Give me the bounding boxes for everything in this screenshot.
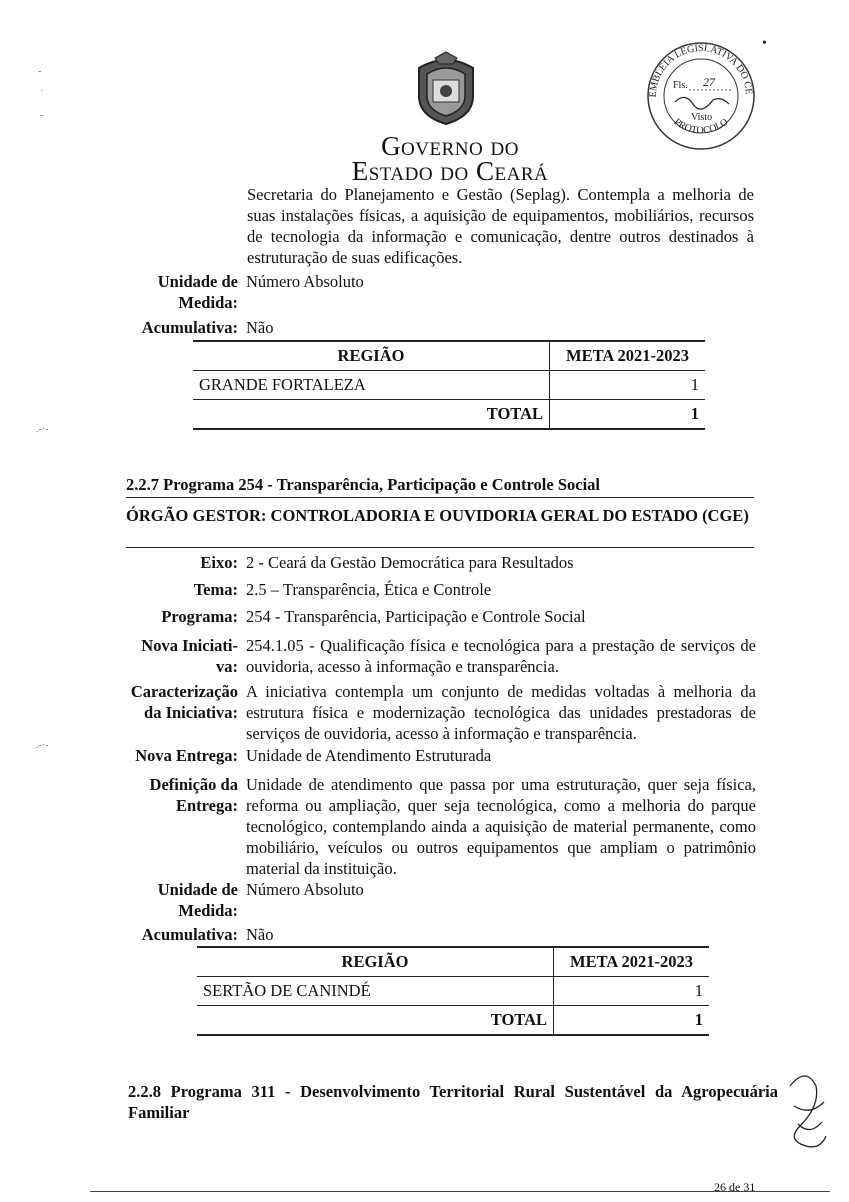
table-header-row bbox=[197, 947, 709, 977]
field-value-unidade-medida: Número Absoluto bbox=[246, 880, 364, 899]
field-value-definicao-entrega: Unidade de atendimento que passa por uma estruturação, quer seja física, reforma ou ampliação, quer seja tecnológica, como a melhoria do parque tecnológico, contemplando ainda a aquisição de material permanente, como mobiliário, veículos ou outros equipamentos que ampliam o patrimônio material da instituição. bbox=[246, 775, 756, 878]
cell-regiao: SERTÃO DE CANINDÉ bbox=[197, 977, 554, 1006]
cell-regiao: GRANDE FORTALEZA bbox=[193, 371, 550, 400]
field-value-eixo: 2 - Ceará da Gestão Democrática para Resultados bbox=[246, 553, 574, 572]
signature bbox=[776, 1066, 832, 1156]
col-header-regiao: REGIÃO bbox=[197, 947, 554, 977]
margin-mark: · bbox=[40, 86, 44, 97]
coat-of-arms-logo bbox=[413, 50, 479, 126]
field-label-unidade: Unidade de Medida: bbox=[157, 272, 238, 312]
field-value-acumulativa-2: Não bbox=[246, 925, 274, 944]
section-title-228: 2.2.8 Programa 311 - Desenvolvimento Territorial Rural Sustentável da Agropecuária Familiar bbox=[128, 1082, 778, 1122]
field-label-programa: Programa: bbox=[161, 607, 238, 626]
cell-total-value: 1 bbox=[554, 1006, 710, 1036]
government-title-line2: Estado do Ceará bbox=[351, 156, 549, 186]
cell-total-label: TOTAL bbox=[193, 400, 550, 430]
margin-mark: .-·- bbox=[36, 740, 49, 751]
stamp-protocolo-text: PROTOCOLO bbox=[671, 116, 731, 137]
field-value-unidade: Número Absoluto bbox=[246, 272, 364, 291]
cell-meta: 1 bbox=[554, 977, 710, 1006]
section-title-227: 2.2.7 Programa 254 - Transparência, Participação e Controle Social bbox=[126, 475, 601, 494]
divider bbox=[126, 547, 754, 548]
margin-mark: - bbox=[40, 110, 44, 121]
field-label-acumulativa: Acumulativa: bbox=[141, 318, 238, 337]
stamp-fls-value: 27 bbox=[703, 75, 715, 89]
cell-total-label: TOTAL bbox=[197, 1006, 554, 1036]
page-number: 26 de 31 bbox=[714, 1180, 756, 1194]
orgao-gestor-heading: ÓRGÃO GESTOR: CONTROLADORIA E OUVIDORIA GERAL DO ESTADO (CGE) bbox=[126, 506, 749, 525]
field-value-nova-entrega: Unidade de Atendimento Estruturada bbox=[246, 746, 492, 765]
field-value-acumulativa: Não bbox=[246, 318, 274, 337]
intro-paragraph: Secretaria do Planejamento e Gestão (Seplag). Contempla a melhoria de suas instalações físicas, a aquisição de equipamentos, mobiliários, recursos de tecnologia da informação e comunicação, dentre outros destinados à estruturação de suas edificações. bbox=[247, 185, 754, 267]
field-label-definicao-entrega: Definição da Entrega: bbox=[149, 775, 238, 815]
cell-total-value: 1 bbox=[550, 400, 706, 430]
field-label-unidade-medida: Unidade de Medida: bbox=[157, 880, 238, 920]
meta-table-2 bbox=[197, 946, 709, 1036]
field-value-programa: 254 - Transparência, Participação e Controle Social bbox=[246, 607, 586, 626]
field-label-acumulativa-2: Acumulativa: bbox=[141, 925, 238, 944]
field-value-tema: 2.5 – Transparência, Ética e Controle bbox=[246, 580, 492, 599]
margin-mark: - bbox=[38, 66, 42, 77]
stamp-visto-label: Visto bbox=[691, 112, 713, 123]
field-label-tema: Tema: bbox=[193, 580, 238, 599]
table-total-row bbox=[193, 400, 705, 430]
stamp-fls-label: Fls. bbox=[673, 80, 688, 91]
table-row bbox=[193, 371, 705, 400]
stamp-ring-text: EMBLÉIA LEGISLATIVA DO CE bbox=[647, 42, 755, 98]
margin-mark: .-·- bbox=[36, 424, 49, 435]
government-title-line1: Governo do bbox=[381, 131, 519, 161]
margin-mark: • bbox=[762, 36, 767, 51]
table-header-row bbox=[193, 341, 705, 371]
field-label-caracterizacao: Caracterização da Iniciativa: bbox=[130, 682, 238, 722]
field-value-nova-iniciativa: 254.1.05 - Qualificação física e tecnológica para a prestação de serviços de ouvidoria, acesso à informação e transparência. bbox=[246, 636, 756, 676]
divider bbox=[126, 497, 754, 498]
field-value-caracterizacao: A iniciativa contempla um conjunto de medidas voltadas à melhoria da estrutura física e modernização tecnológica das unidades prestadoras de serviços de ouvidoria, acesso à informação e transparência. bbox=[246, 682, 756, 743]
table-total-row bbox=[197, 1006, 709, 1036]
protocol-stamp bbox=[645, 40, 757, 152]
meta-table-1 bbox=[193, 340, 705, 430]
cell-meta: 1 bbox=[550, 371, 706, 400]
field-label-eixo: Eixo: bbox=[200, 553, 238, 572]
field-label-nova-iniciativa: Nova Iniciati- va: bbox=[141, 636, 238, 676]
field-label-nova-entrega: Nova Entrega: bbox=[135, 746, 238, 765]
col-header-meta: META 2021-2023 bbox=[550, 341, 706, 371]
table-row bbox=[197, 977, 709, 1006]
col-header-regiao: REGIÃO bbox=[193, 341, 550, 371]
col-header-meta: META 2021-2023 bbox=[554, 947, 710, 977]
